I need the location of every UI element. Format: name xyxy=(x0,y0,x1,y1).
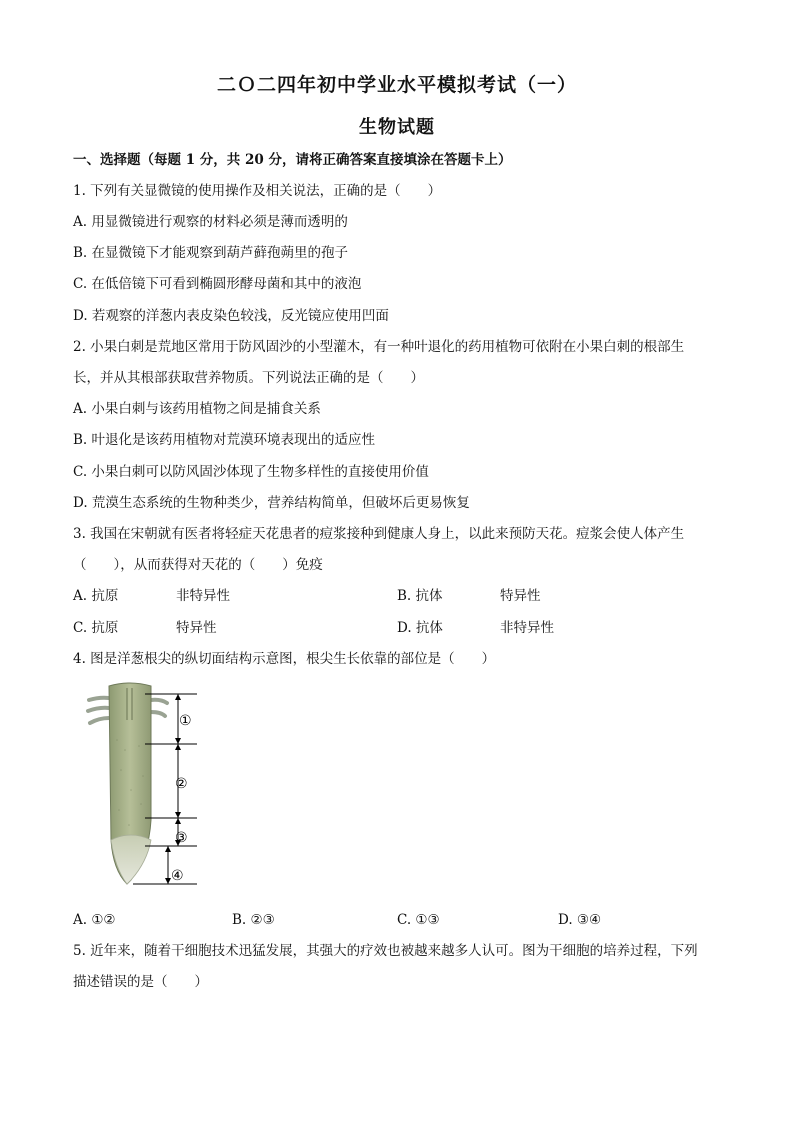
section-heading: 一、选择题（每题 1 分，共 20 分，请将正确答案直接填涂在答题卡上） xyxy=(73,152,512,168)
q1-option-a: A. 用显微镜进行观察的材料必须是薄而透明的 xyxy=(73,214,348,230)
root-cap xyxy=(111,835,151,884)
label-3: ③ xyxy=(175,830,188,846)
exam-subtitle: 生物试题 xyxy=(359,117,435,138)
q1-option-c: C. 在低倍镜下可看到椭圆形酵母菌和其中的液泡 xyxy=(73,276,362,292)
q3-stem-line1: 3. 我国在宋朝就有医者将轻症天花患者的痘浆接种到健康人身上，以此来预防天花。痘浆会使人体产生 xyxy=(73,526,685,542)
q3-option-b-1: B. 抗体 xyxy=(397,588,443,604)
q4-option-a: A. ①② xyxy=(73,912,116,928)
label-4: ④ xyxy=(171,868,184,884)
q1-stem: 1. 下列有关显微镜的使用操作及相关说法，正确的是（ ） xyxy=(73,183,442,199)
q1-option-d: D. 若观察的洋葱内表皮染色较浅，反光镜应使用凹面 xyxy=(73,308,389,324)
q3-option-d-2: 非特异性 xyxy=(500,620,554,636)
q3-option-a-1: A. 抗原 xyxy=(73,588,119,604)
q2-option-c: C. 小果白刺可以防风固沙体现了生物多样性的直接使用价值 xyxy=(73,464,429,480)
onion-root-tip-figure xyxy=(85,680,205,890)
q3-option-d-1: D. 抗体 xyxy=(397,620,443,636)
label-2: ② xyxy=(175,776,188,792)
q4-option-b: B. ②③ xyxy=(232,912,275,928)
q2-option-d: D. 荒漠生态系统的生物种类少，营养结构简单，但破坏后更易恢复 xyxy=(73,495,470,511)
q3-stem-line2: （ ），从而获得对天花的（ ）免疫 xyxy=(73,557,323,573)
root-tip-diagram xyxy=(85,680,205,890)
q4-option-c: C. ①③ xyxy=(397,912,440,928)
exam-title: 二Ｏ二四年初中学业水平模拟考试（一） xyxy=(216,74,577,96)
q3-option-a-2: 非特异性 xyxy=(176,588,230,604)
q2-option-a: A. 小果白刺与该药用植物之间是捕食关系 xyxy=(73,401,321,417)
q5-stem-line1: 5. 近年来，随着干细胞技术迅猛发展，其强大的疗效也被越来越多人认可。图为干细胞的培养过程，下列 xyxy=(73,943,698,959)
q3-option-c-2: 特异性 xyxy=(176,620,217,636)
q4-stem: 4. 图是洋葱根尖的纵切面结构示意图，根尖生长依靠的部位是（ ） xyxy=(73,651,496,667)
q2-stem-line2: 长，并从其根部获取营养物质。下列说法正确的是（ ） xyxy=(73,370,424,386)
q5-stem-line2: 描述错误的是（ ） xyxy=(73,974,208,990)
q2-option-b: B. 叶退化是该药用植物对荒漠环境表现出的适应性 xyxy=(73,432,376,448)
q2-stem-line1: 2. 小果白刺是荒地区常用于防风固沙的小型灌木，有一种叶退化的药用植物可依附在小果白刺的根部生 xyxy=(73,339,685,355)
q4-option-d: D. ③④ xyxy=(558,912,602,928)
label-1: ① xyxy=(179,713,192,729)
q1-option-b: B. 在显微镜下才能观察到葫芦藓孢蒴里的孢子 xyxy=(73,245,349,261)
q3-option-c-1: C. 抗原 xyxy=(73,620,119,636)
q3-option-b-2: 特异性 xyxy=(500,588,541,604)
